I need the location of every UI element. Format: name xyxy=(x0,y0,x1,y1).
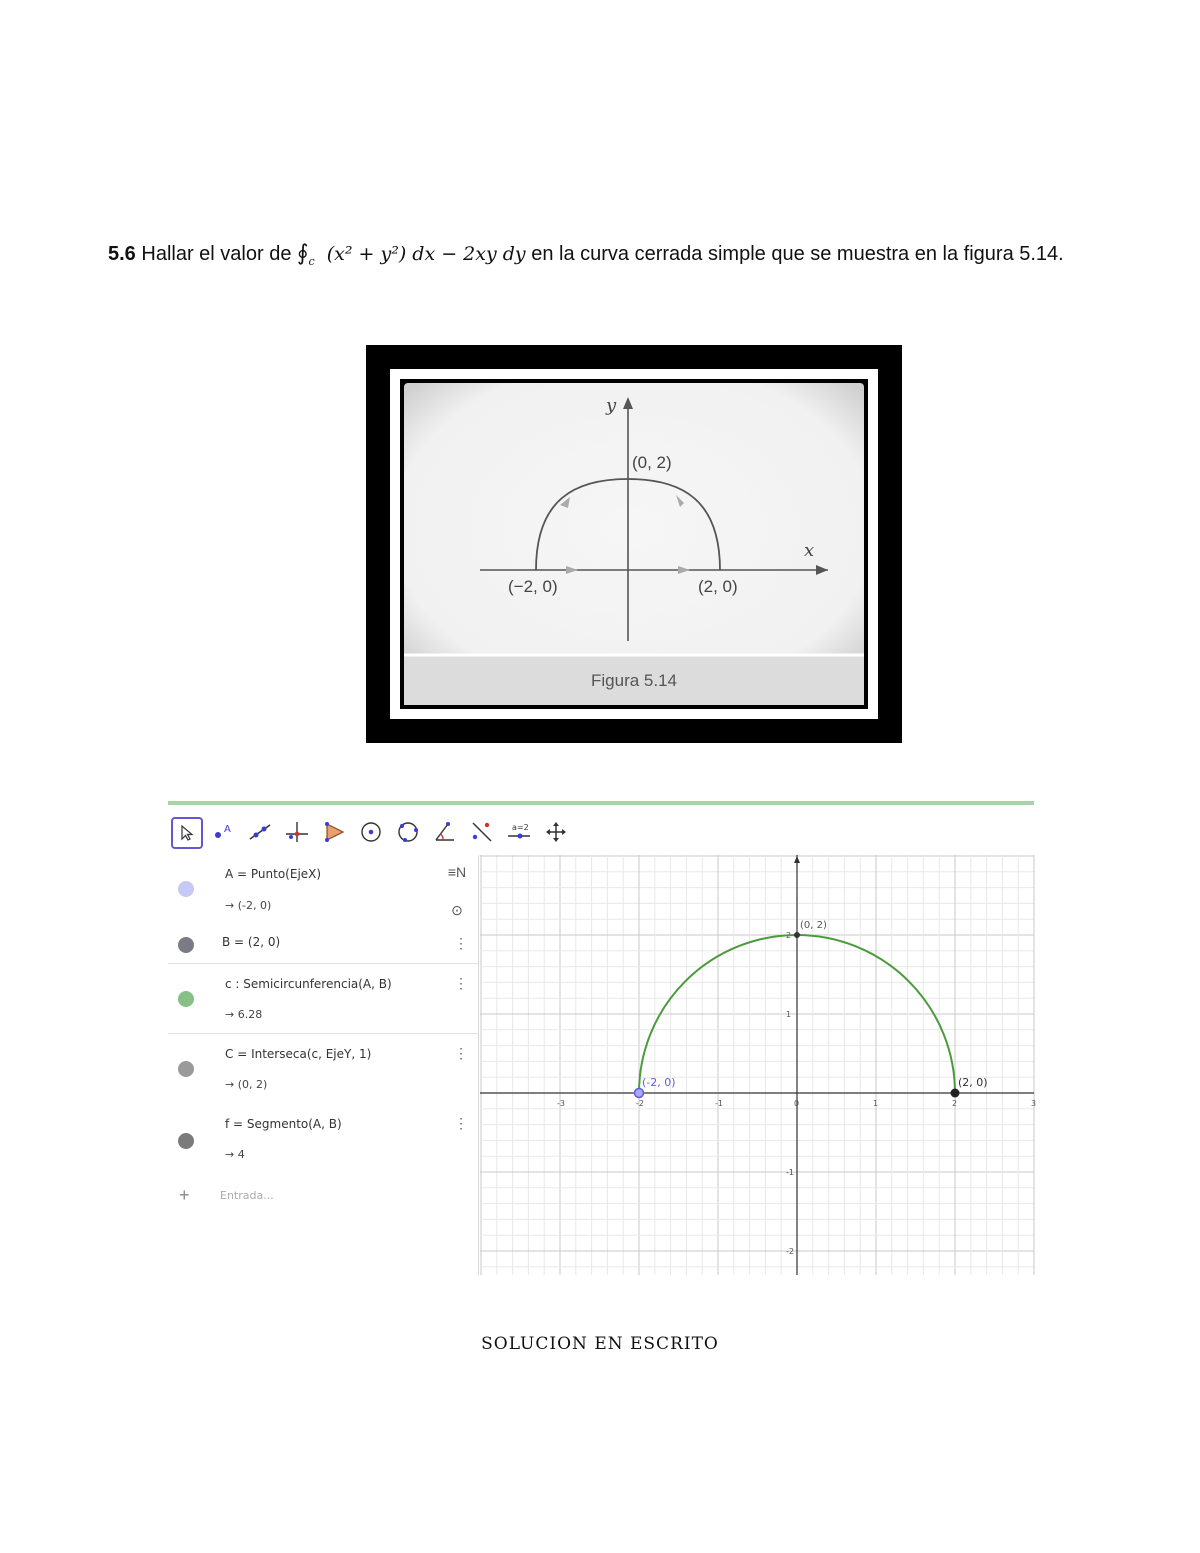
move-tool-icon[interactable] xyxy=(171,817,203,849)
contour-integral-symbol: ∮ xyxy=(297,241,309,266)
algebra-item-A[interactable] xyxy=(168,855,478,927)
x-tick-label: 0 xyxy=(794,1099,800,1108)
solution-heading: SOLUCION EN ESCRITO xyxy=(481,1334,719,1354)
geogebra-window xyxy=(168,801,1037,1275)
algebra-item-c[interactable] xyxy=(168,963,478,1034)
perpendicular-tool-icon[interactable] xyxy=(282,817,312,847)
y-tick-label: -2 xyxy=(786,1247,794,1256)
reflect-tool-icon[interactable] xyxy=(467,817,497,847)
y-tick-label: 2 xyxy=(786,931,792,940)
x-tick-label: -2 xyxy=(636,1099,644,1108)
visibility-dot[interactable] xyxy=(178,991,194,1007)
graph-canvas[interactable] xyxy=(480,855,1037,1275)
point-A-label: (-2, 0) xyxy=(642,1076,676,1089)
visibility-dot[interactable] xyxy=(178,1133,194,1149)
more-options-icon[interactable]: ⋮ xyxy=(454,935,468,951)
integral-subscript: c xyxy=(308,254,315,268)
point-C-label: (0, 2) xyxy=(800,920,827,931)
algebra-value: → (-2, 0) xyxy=(225,899,272,912)
line-tool-icon[interactable] xyxy=(245,817,275,847)
circle-tool-icon[interactable] xyxy=(356,817,386,847)
x-tick-label: 1 xyxy=(873,1099,879,1108)
integrand: (x² + y²) dx − 2xy dy xyxy=(326,243,526,265)
algebra-definition: c : Semicircunferencia(A, B) xyxy=(225,977,392,991)
figure-panel xyxy=(400,379,868,709)
y-tick-label: 1 xyxy=(786,1010,792,1019)
point-C xyxy=(794,932,800,938)
figure-caption: Figura 5.14 xyxy=(591,671,677,690)
figure-label-right: (2, 0) xyxy=(698,577,738,596)
algebra-item-f[interactable] xyxy=(168,1103,478,1173)
point-A xyxy=(635,1089,644,1098)
geogebra-toolbar xyxy=(168,813,1034,853)
problem-number: 5.6 xyxy=(108,243,136,265)
more-options-icon[interactable]: ⋮ xyxy=(454,1115,468,1131)
polygon-tool-icon[interactable] xyxy=(319,817,349,847)
svg-text:a=2: a=2 xyxy=(512,823,529,832)
visibility-dot[interactable] xyxy=(178,937,194,953)
visibility-dot[interactable] xyxy=(178,1061,194,1077)
angle-tool-icon[interactable] xyxy=(430,817,460,847)
svg-text:A: A xyxy=(224,824,231,835)
point-tool-icon[interactable] xyxy=(208,817,238,847)
x-tick-label: 3 xyxy=(1031,1099,1037,1108)
figure-frame xyxy=(366,345,902,743)
algebra-definition: f = Segmento(A, B) xyxy=(225,1117,342,1131)
algebra-input-row[interactable] xyxy=(168,1173,478,1217)
algebra-value: → 4 xyxy=(225,1148,245,1161)
problem-text-after: en la curva cerrada simple que se muestra en la figura 5.14. xyxy=(531,243,1064,265)
figure-label-top: (0, 2) xyxy=(632,453,672,472)
visibility-dot[interactable] xyxy=(178,881,194,897)
input-bar[interactable]: Entrada... xyxy=(220,1189,274,1202)
y-tick-label: -1 xyxy=(786,1168,794,1177)
algebra-definition: A = Punto(EjeX) xyxy=(225,867,322,881)
x-tick-label: 2 xyxy=(952,1099,958,1108)
algebra-item-C[interactable] xyxy=(168,1033,478,1103)
add-icon[interactable]: + xyxy=(179,1185,190,1205)
sort-icon[interactable]: ≡N xyxy=(447,864,467,880)
y-axis-arrow xyxy=(794,856,800,863)
slider-tool-icon[interactable] xyxy=(504,817,534,847)
x-tick-label: -3 xyxy=(557,1099,565,1108)
integral xyxy=(297,241,526,268)
graphics-view[interactable] xyxy=(480,855,1037,1275)
figure-inner-border xyxy=(390,369,878,719)
more-options-icon[interactable]: ⋮ xyxy=(454,975,468,991)
problem-statement xyxy=(108,236,1148,280)
algebra-view xyxy=(168,855,479,1275)
algebra-item-B[interactable] xyxy=(168,927,478,964)
play-icon[interactable]: ⊙ xyxy=(451,901,463,918)
point-B-label: (2, 0) xyxy=(958,1076,988,1089)
algebra-value: → 6.28 xyxy=(225,1008,263,1021)
circle-three-points-tool-icon[interactable] xyxy=(393,817,423,847)
point-B xyxy=(951,1089,960,1098)
algebra-definition: C = Interseca(c, EjeY, 1) xyxy=(225,1047,372,1061)
move-graphics-tool-icon[interactable] xyxy=(541,817,571,847)
problem-text-before: Hallar el valor de xyxy=(141,243,292,265)
figure-x-label: x xyxy=(804,540,815,561)
figure-y-label: y xyxy=(606,395,617,416)
figure-label-left: (−2, 0) xyxy=(508,577,558,596)
algebra-definition: B = (2, 0) xyxy=(222,935,281,949)
more-options-icon[interactable]: ⋮ xyxy=(454,1045,468,1061)
x-tick-label: -1 xyxy=(715,1099,723,1108)
algebra-value: → (0, 2) xyxy=(225,1078,268,1091)
figure-svg xyxy=(400,379,868,709)
